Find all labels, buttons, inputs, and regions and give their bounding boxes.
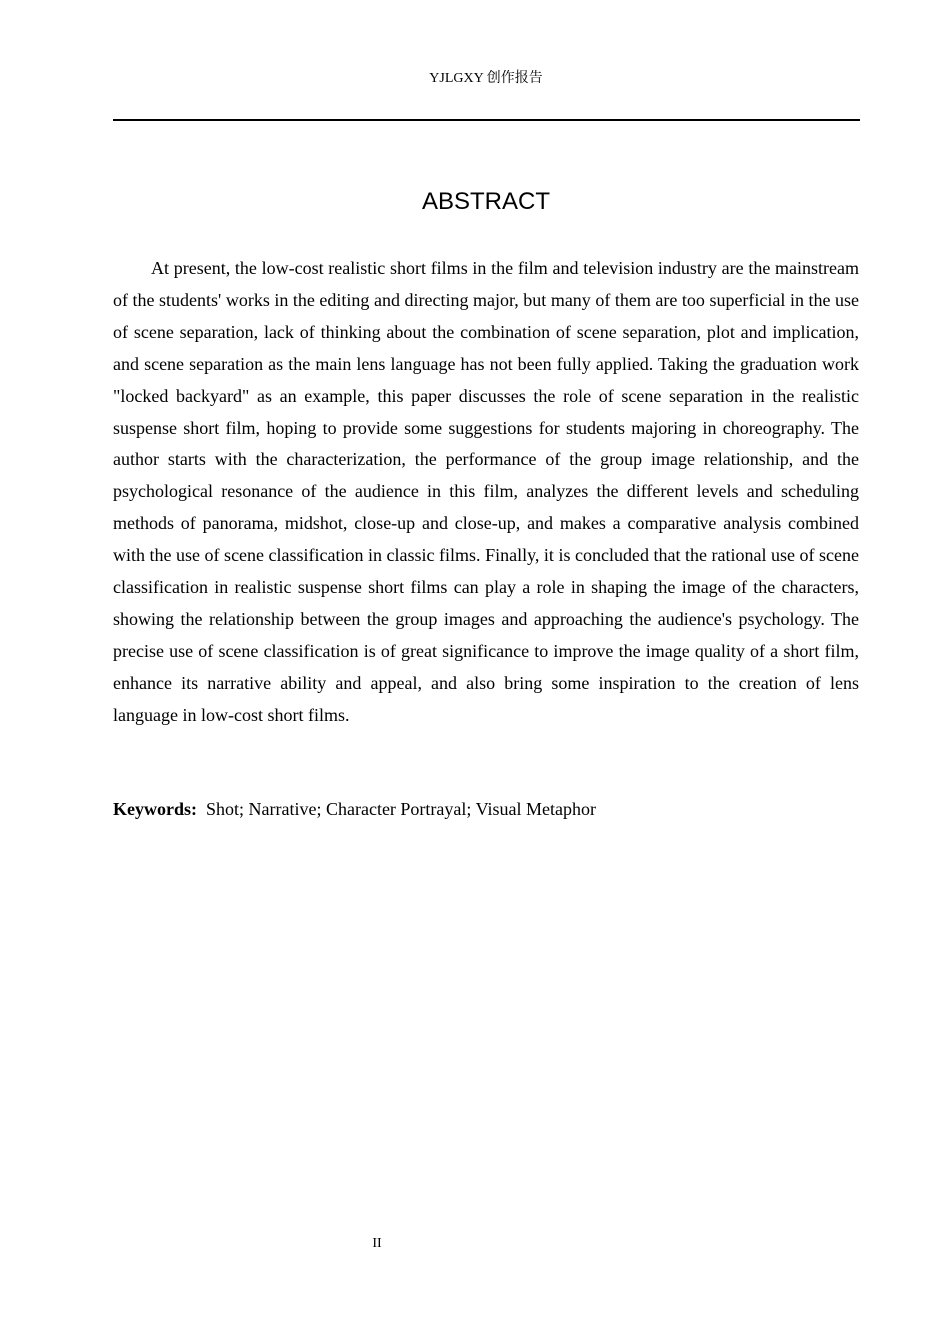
- running-header: YJLGXY 创作报告: [429, 71, 543, 86]
- keywords-text: Shot; Narrative; Character Portrayal; Visual Metaphor: [206, 799, 596, 819]
- keywords-line: [113, 796, 859, 822]
- abstract-title: ABSTRACT: [421, 188, 550, 215]
- header-rule: [113, 119, 860, 121]
- keywords-label: Keywords:: [113, 799, 197, 819]
- abstract-body: At present, the low-cost realistic short films in the film and television industry are the mainstream of the students' works in the editing and directing major, but many of them are too superficial in the use of scene separation, lack of thinking about the combination of scene separation, plot and implication, and scene separation as the main lens language has not been fully applied. Taking the graduation work "locked backyard" as an example, this paper discusses the role of scene separation in the realistic suspense short film, hoping to provide some suggestions for students majoring in choreography. The author starts with the characterization, the performance of the group image relationship, and the psychological resonance of the audience in this film, analyzes the different levels and scheduling methods of panorama, midshot, close-up and close-up, and makes a comparative analysis combined with the use of scene classification in classic films. Finally, it is concluded that the rational use of scene classification in realistic suspense short films can play a role in shaping the image of the characters, showing the relationship between the group images and approaching the audience's psychology. The precise use of scene classification is of great significance to improve the image quality of a short film, enhance its narrative ability and appeal, and also bring some inspiration to the creation of lens language in low-cost short films.: [113, 258, 859, 725]
- page-number: II: [372, 1236, 382, 1251]
